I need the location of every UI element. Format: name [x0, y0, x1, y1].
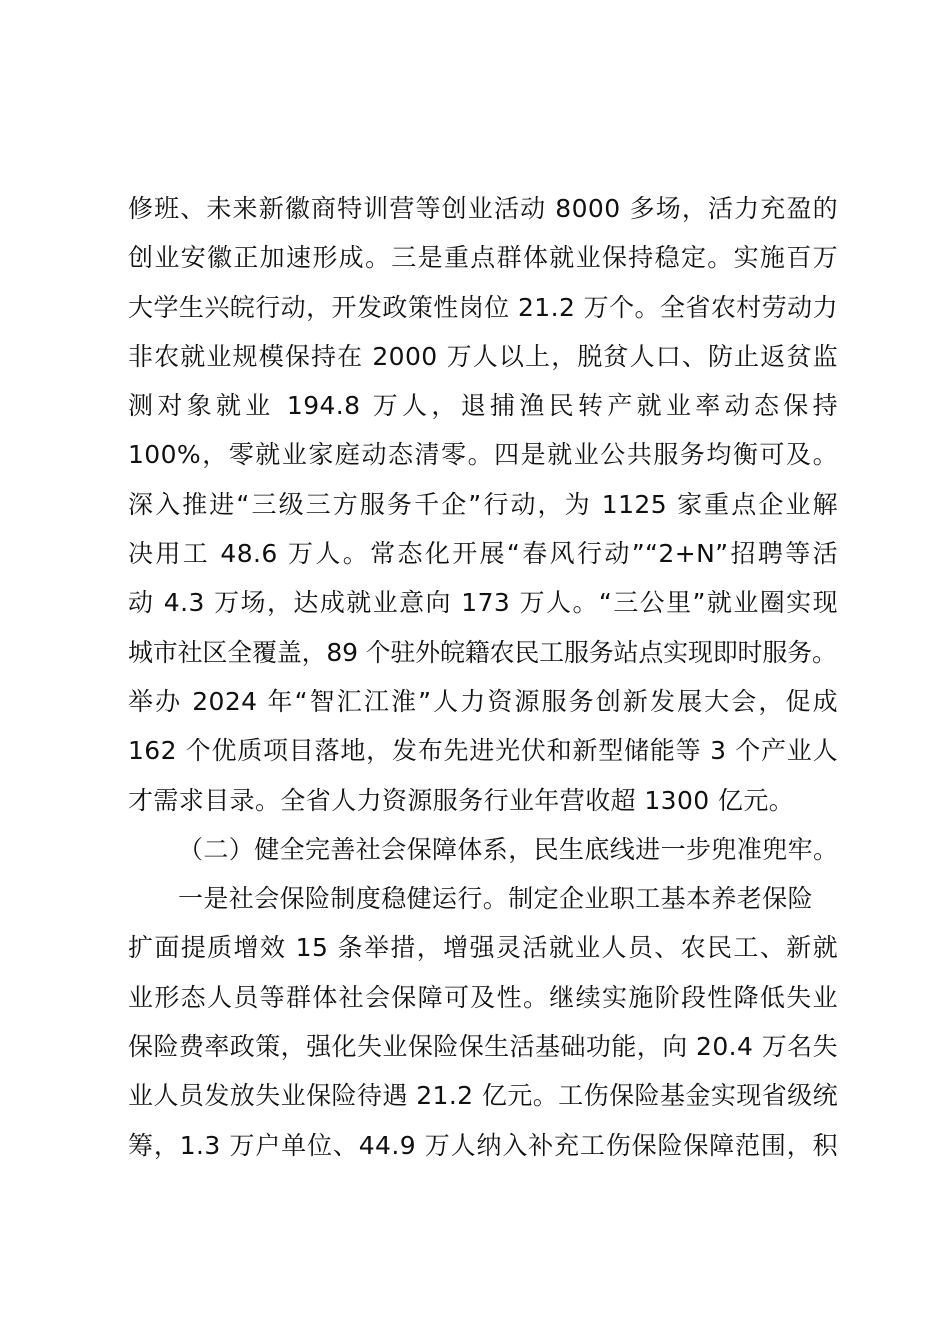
text-line-4: 非农就业规模保持在 2000 万人以上，脱贫人口、防止返贫监: [128, 341, 838, 371]
body-text: [128, 184, 838, 1170]
text-line-1: 修班、未来新徽商特训营等创业活动 8000 多场，活力充盈的: [128, 194, 838, 223]
section-heading: （二）健全完善社会保障体系，民生底线进一步兜准兜牢。: [178, 834, 839, 864]
text-line-11: 举办 2024 年“智汇江淮”人力资源服务创新发展大会，促成: [128, 686, 838, 716]
text-line-12: 162 个优质项目落地，发布先进光伏和新型储能等 3 个产业人: [128, 736, 838, 766]
text-line-8: 决用工 48.6 万人。常态化开展“春风行动”“2+N”招聘等活: [128, 539, 838, 569]
text-line-7: 深入推进“三级三方服务千企”行动，为 1125 家重点企业解: [128, 489, 838, 519]
text-line-20: 筹，1.3 万户单位、44.9 万人纳入补充工伤保险保障范围，积: [128, 1130, 838, 1160]
text-line-13: 才需求目录。全省人力资源服务行业年营收超 1300 亿元。: [128, 785, 795, 815]
text-line-17: 业形态人员等群体社会保障可及性。继续实施阶段性降低失业: [128, 982, 838, 1012]
text-line-2: 创业安徽正加速形成。三是重点群体就业保持稳定。实施百万: [128, 243, 838, 273]
text-line-16: 扩面提质增效 15 条举措，增强灵活就业人员、农民工、新就: [128, 933, 838, 963]
text-line-15: 一是社会保险制度稳健运行。制定企业职工基本养老保险: [178, 884, 814, 914]
text-line-5: 测对象就业 194.8 万人，退捕渔民转产就业率动态保持: [128, 391, 838, 421]
text-line-6: 100%，零就业家庭动态清零。四是就业公共服务均衡可及。: [128, 440, 838, 470]
text-line-9: 动 4.3 万场，达成就业意向 173 万人。“三公里”就业圈实现: [128, 588, 838, 618]
text-line-18: 保险费率政策，强化失业保险保生活基础功能，向 20.4 万名失: [128, 1032, 838, 1062]
text-line-10: 城市社区全覆盖，89 个驻外皖籍农民工服务站点实现即时服务。: [128, 637, 837, 667]
text-line-3: 大学生兴皖行动，开发政策性岗位 21.2 万个。全省农村劳动力: [128, 292, 838, 322]
text-line-19: 业人员发放失业保险待遇 21.2 亿元。工伤保险基金实现省级统: [128, 1081, 838, 1111]
